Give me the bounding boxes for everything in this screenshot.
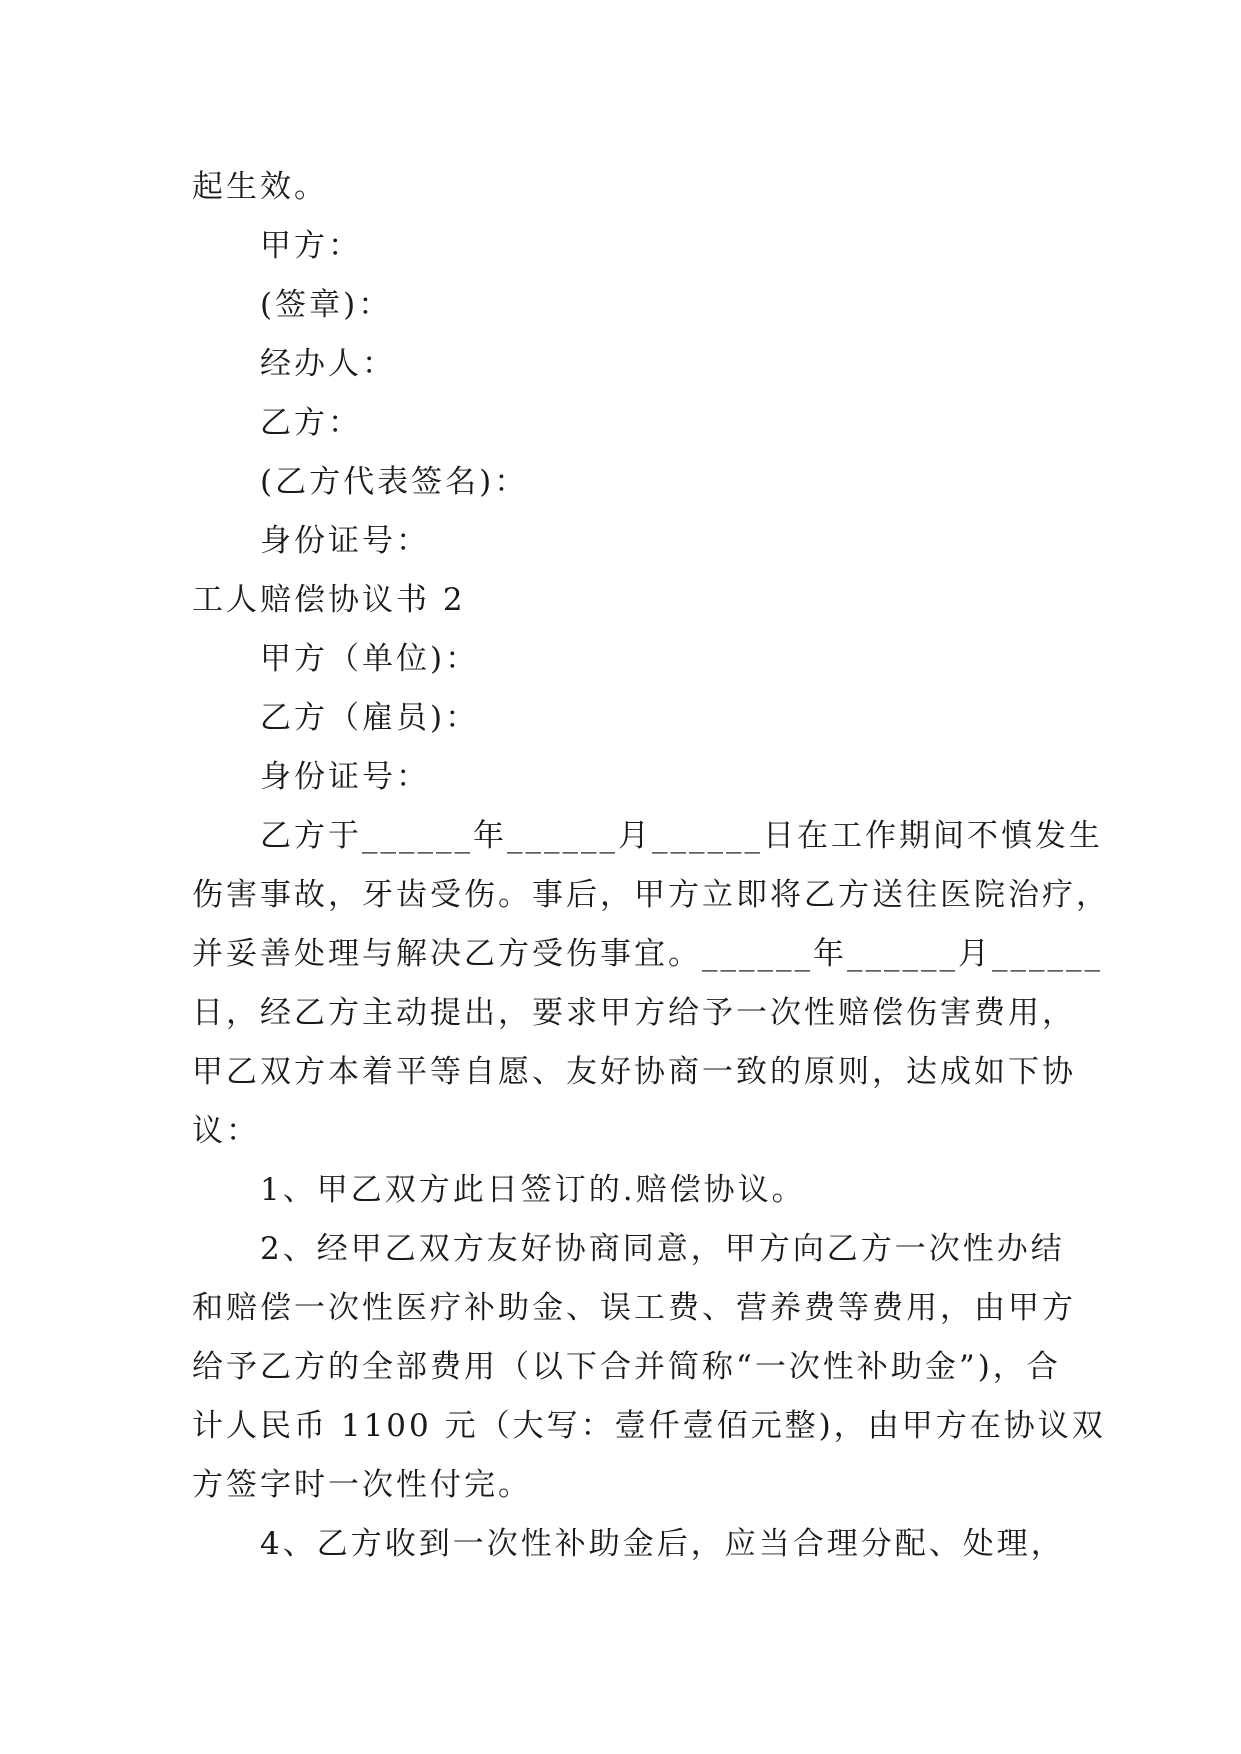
party-a-unit-label: 甲方（单位)： bbox=[260, 641, 480, 677]
handler-label: 经办人： bbox=[260, 346, 396, 382]
paragraph-line: 和赔偿一次性医疗补助金、误工费、营养费等费用，由甲方 bbox=[192, 1290, 1076, 1326]
paragraph-incident bbox=[192, 807, 1110, 1161]
party-a-label: 甲方： bbox=[260, 228, 362, 264]
paragraph-line: 乙方于______年______月______日在工作期间不慎发生 bbox=[260, 818, 1103, 854]
paragraph-line: 伤害事故，牙齿受伤。事后，甲方立即将乙方送往医院治疗， bbox=[192, 877, 1110, 913]
paragraph-line: 日，经乙方主动提出，要求甲方给予一次性赔偿伤害费用， bbox=[192, 995, 1076, 1031]
paragraph-line: 并妥善处理与解决乙方受伤事宜。______年______月______ bbox=[192, 936, 1103, 972]
id-number-label-2: 身份证号： bbox=[260, 759, 430, 795]
paragraph-line: 4、乙方收到一次性补助金后，应当合理分配、处理， bbox=[260, 1526, 1065, 1562]
text-line-effective: 起生效。 bbox=[192, 169, 328, 205]
clause-1 bbox=[192, 1161, 1052, 1220]
clause-4 bbox=[192, 1515, 1065, 1574]
section-title: 工人赔偿协议书 2 bbox=[192, 582, 466, 618]
party-b-employee-label: 乙方（雇员)： bbox=[260, 700, 480, 736]
id-number-label: 身份证号： bbox=[260, 523, 430, 559]
document-body bbox=[192, 158, 1110, 1574]
paragraph-line: 方签字时一次性付完。 bbox=[192, 1467, 532, 1503]
paragraph-line: 2、经甲乙双方友好协商同意，甲方向乙方一次性办结 bbox=[260, 1231, 1065, 1267]
party-b-label: 乙方： bbox=[260, 405, 362, 441]
paragraph-line: 甲乙双方本着平等自愿、友好协商一致的原则，达成如下协 bbox=[192, 1054, 1076, 1090]
party-b-signature-label: (乙方代表签名)： bbox=[260, 464, 529, 500]
paragraph-line: 议： bbox=[192, 1113, 260, 1149]
seal-label: (签章)： bbox=[260, 287, 393, 323]
paragraph-line: 1、甲乙双方此日签订的.赔偿协议。 bbox=[260, 1172, 806, 1208]
paragraph-line: 给予乙方的全部费用（以下合并简称“一次性补助金”)，合 bbox=[192, 1349, 1061, 1385]
paragraph-line: 计人民币 1100 元（大写：壹仟壹佰元整)，由甲方在协议双 bbox=[192, 1408, 1106, 1444]
clause-2 bbox=[192, 1220, 1106, 1515]
